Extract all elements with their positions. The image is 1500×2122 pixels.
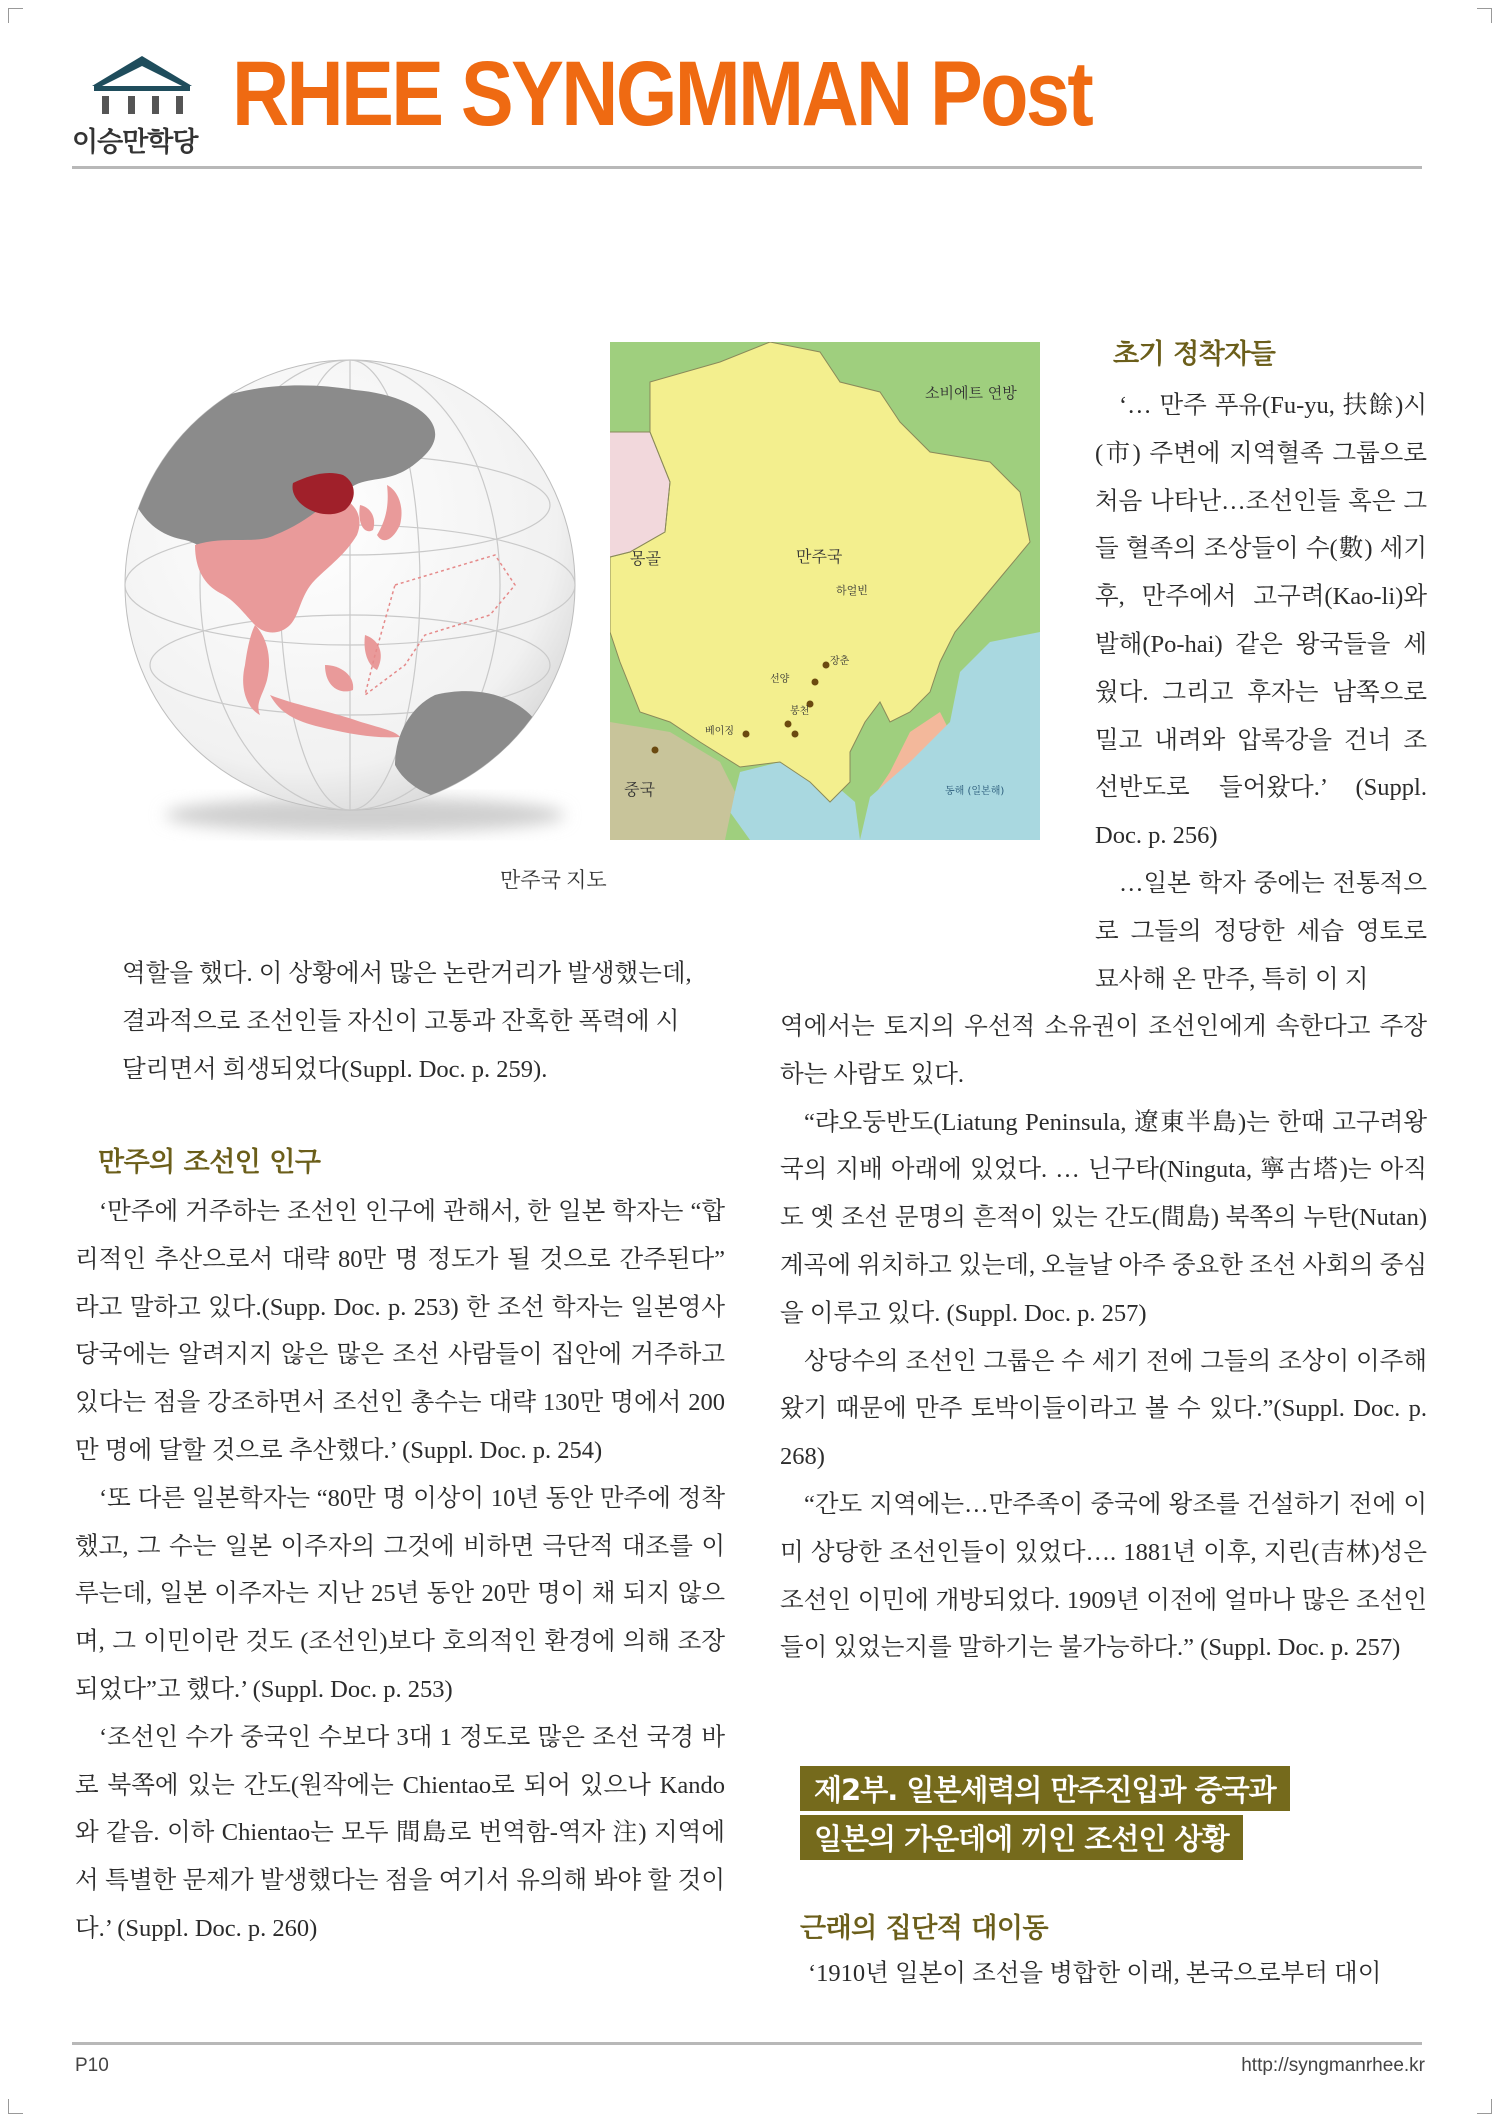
left-body-text <box>75 1188 725 1953</box>
left-paragraph-3: ‘조선인 수가 중국인 수보다 3대 1 정도로 많은 조선 국경 바로 북쪽에 있는 간도(원작에는 Chientao로 되어 있으나 Kando와 같음. 이하 Chientao는 모두 間島로 번역함-역자 注) 지역에서 특별한 문제가 발생했다는 점을 여기서 유의해 봐야 할 것이다.’ (Suppl. Doc. p. 260) <box>75 1723 725 1942</box>
section-heading-migration: 근래의 집단적 대이동 <box>800 1913 1049 1944</box>
right-last-paragraph: ‘1910년 일본이 조선을 병합한 이래, 본국으로부터 대이 <box>808 1960 1382 1987</box>
publication-title: RHEE SYNGMMAN Post <box>232 43 1092 145</box>
right-wide-paragraph-1: 역에서는 토지의 우선적 소유권이 조선인에게 속한다고 주장하는 사람도 있다. <box>780 1013 1427 1088</box>
right-wide-paragraph-4: “간도 지역에는…만주족이 중국에 왕조를 건설하기 전에 이미 상당한 조선인들이 있었다…. 1881년 이후, 지린(吉林)성은 조선인 이민에 개방되었다. 1909년 이전에 얼마나 많은 조선인들이 있었는지를 말하기는 불가능하다.” (Suppl. Doc. p. 257) <box>780 1490 1427 1662</box>
map-label-manchukuo: 만주국 <box>796 547 843 566</box>
part-title-line-1: 제2부. 일본세력의 만주진입과 중국과 <box>800 1766 1290 1811</box>
page-number: P10 <box>75 2055 109 2076</box>
map-label-mongolia: 몽골 <box>630 549 661 568</box>
website-url: http://syngmanrhee.kr <box>1241 2055 1425 2076</box>
left-intro-line-2: 결과적으로 조선인들 자신이 고통과 잔혹한 폭력에 시 <box>122 1007 680 1035</box>
globe-map-icon <box>95 335 615 855</box>
map-label-harbin: 하얼빈 <box>836 584 868 597</box>
crop-mark-top-right <box>1477 8 1492 23</box>
map-label-soviet: 소비에트 연방 <box>925 384 1017 402</box>
map-label-city-changchun: 장춘 <box>830 656 850 667</box>
manchukuo-map-icon <box>610 342 1040 840</box>
left-intro-text <box>122 950 722 1093</box>
map-label-east-sea: 동해 (일본해) <box>945 786 1005 797</box>
section-heading-early-settlers: 초기 정착자들 <box>1113 339 1276 370</box>
crop-mark-bottom-left <box>8 2099 23 2114</box>
header-divider <box>72 166 1422 169</box>
right-narrow-text <box>1095 382 1427 1003</box>
part-title-line-2: 일본의 가운데에 끼인 조선인 상황 <box>800 1815 1243 1860</box>
crop-mark-top-left <box>8 8 23 23</box>
right-wide-paragraph-3: 상당수의 조선인 그룹은 수 세기 전에 그들의 조상이 이주해 왔기 때문에 만주 토박이들이라고 볼 수 있다.”(Suppl. Doc. p. 268) <box>780 1347 1427 1471</box>
right-wide-paragraph-2: “랴오둥반도(Liatung Peninsula, 遼東半島)는 한때 고구려왕국의 지배 아래에 있었다. … 닌구타(Ninguta, 寧古塔)는 아직도 옛 조선 문명의 흔적이 있는 간도(間島) 북쪽의 누탄(Nutan) 계곡에 위치하고 있는데, 오늘날 아주 중요한 조선 사회의 중심을 이루고 있다. (Suppl. Doc. p. 257) <box>780 1108 1427 1327</box>
section-heading-population: 만주의 조선인 인구 <box>98 1147 321 1178</box>
left-intro-line-3: 달리면서 희생되었다(Suppl. Doc. p. 259). <box>122 1055 548 1083</box>
map-label-china: 중국 <box>624 780 655 799</box>
footer-divider <box>72 2042 1422 2045</box>
right-narrow-paragraph-1: ‘… 만주 푸유(Fu-yu, 扶餘)시(市) 주변에 지역혈족 그룹으로 처음 나타난…조선인들 혹은 그들 혈족의 조상들이 수(數) 세기 후, 만주에서 고구려(Kao-li)와 발해(Po-hai) 같은 왕국들을 세웠다. 그리고 후자는 남쪽으로 밀고 내려와 압록강을 건너 조선반도로 들어왔다.’ (Suppl. Doc. p. 256) <box>1095 392 1427 850</box>
right-last-line <box>808 1950 1428 1998</box>
masthead <box>72 43 1422 172</box>
map-label-city-fengtian: 봉천 <box>790 706 810 717</box>
right-wide-text <box>780 1003 1427 1672</box>
map-label-city-shenyang: 선양 <box>770 674 790 685</box>
left-paragraph-2: ‘또 다른 일본학자는 “80만 명 이상이 10년 동안 만주에 정착했고, 그 수는 일본 이주자의 그것에 비하면 극단적 대조를 이루는데, 일본 이주자는 지난 25년 동안 20만 명이 채 되지 않으며, 그 이민이란 것도 (조선인)보다 호의적인 환경에 의해 조장되었다”고 했다.’ (Suppl. Doc. p. 253) <box>75 1484 725 1703</box>
figure-caption: 만주국 지도 <box>500 868 607 892</box>
right-narrow-paragraph-2: …일본 학자 중에는 전통적으로 그들의 정당한 세습 영토로 묘사해 온 만주, 특히 이 지 <box>1095 869 1427 993</box>
left-intro-line-1: 역할을 했다. 이 상황에서 많은 논란거리가 발생했는데, <box>122 960 692 987</box>
left-paragraph-1: ‘만주에 거주하는 조선인 인구에 관해서, 한 일본 학자는 “합리적인 추산으로서 대략 80만 명 정도가 될 것으로 간주된다” 라고 말하고 있다.(Supp. Doc. p. 253) 한 조선 학자는 일본영사당국에는 알려지지 않은 많은 조선 사람들이 집안에 거주하고 있다는 점을 강조하면서 조선인 총수는 대략 130만 명에서 200만 명에 달할 것으로 추산했다.’ (Suppl. Doc. p. 254) <box>75 1198 725 1464</box>
logo-text: 이승만학당 <box>72 127 198 158</box>
crop-mark-bottom-right <box>1477 2099 1492 2114</box>
manchukuo-map <box>610 342 1040 840</box>
map-label-city-beijing: 베이징 <box>705 726 734 737</box>
globe-figure <box>95 335 615 855</box>
